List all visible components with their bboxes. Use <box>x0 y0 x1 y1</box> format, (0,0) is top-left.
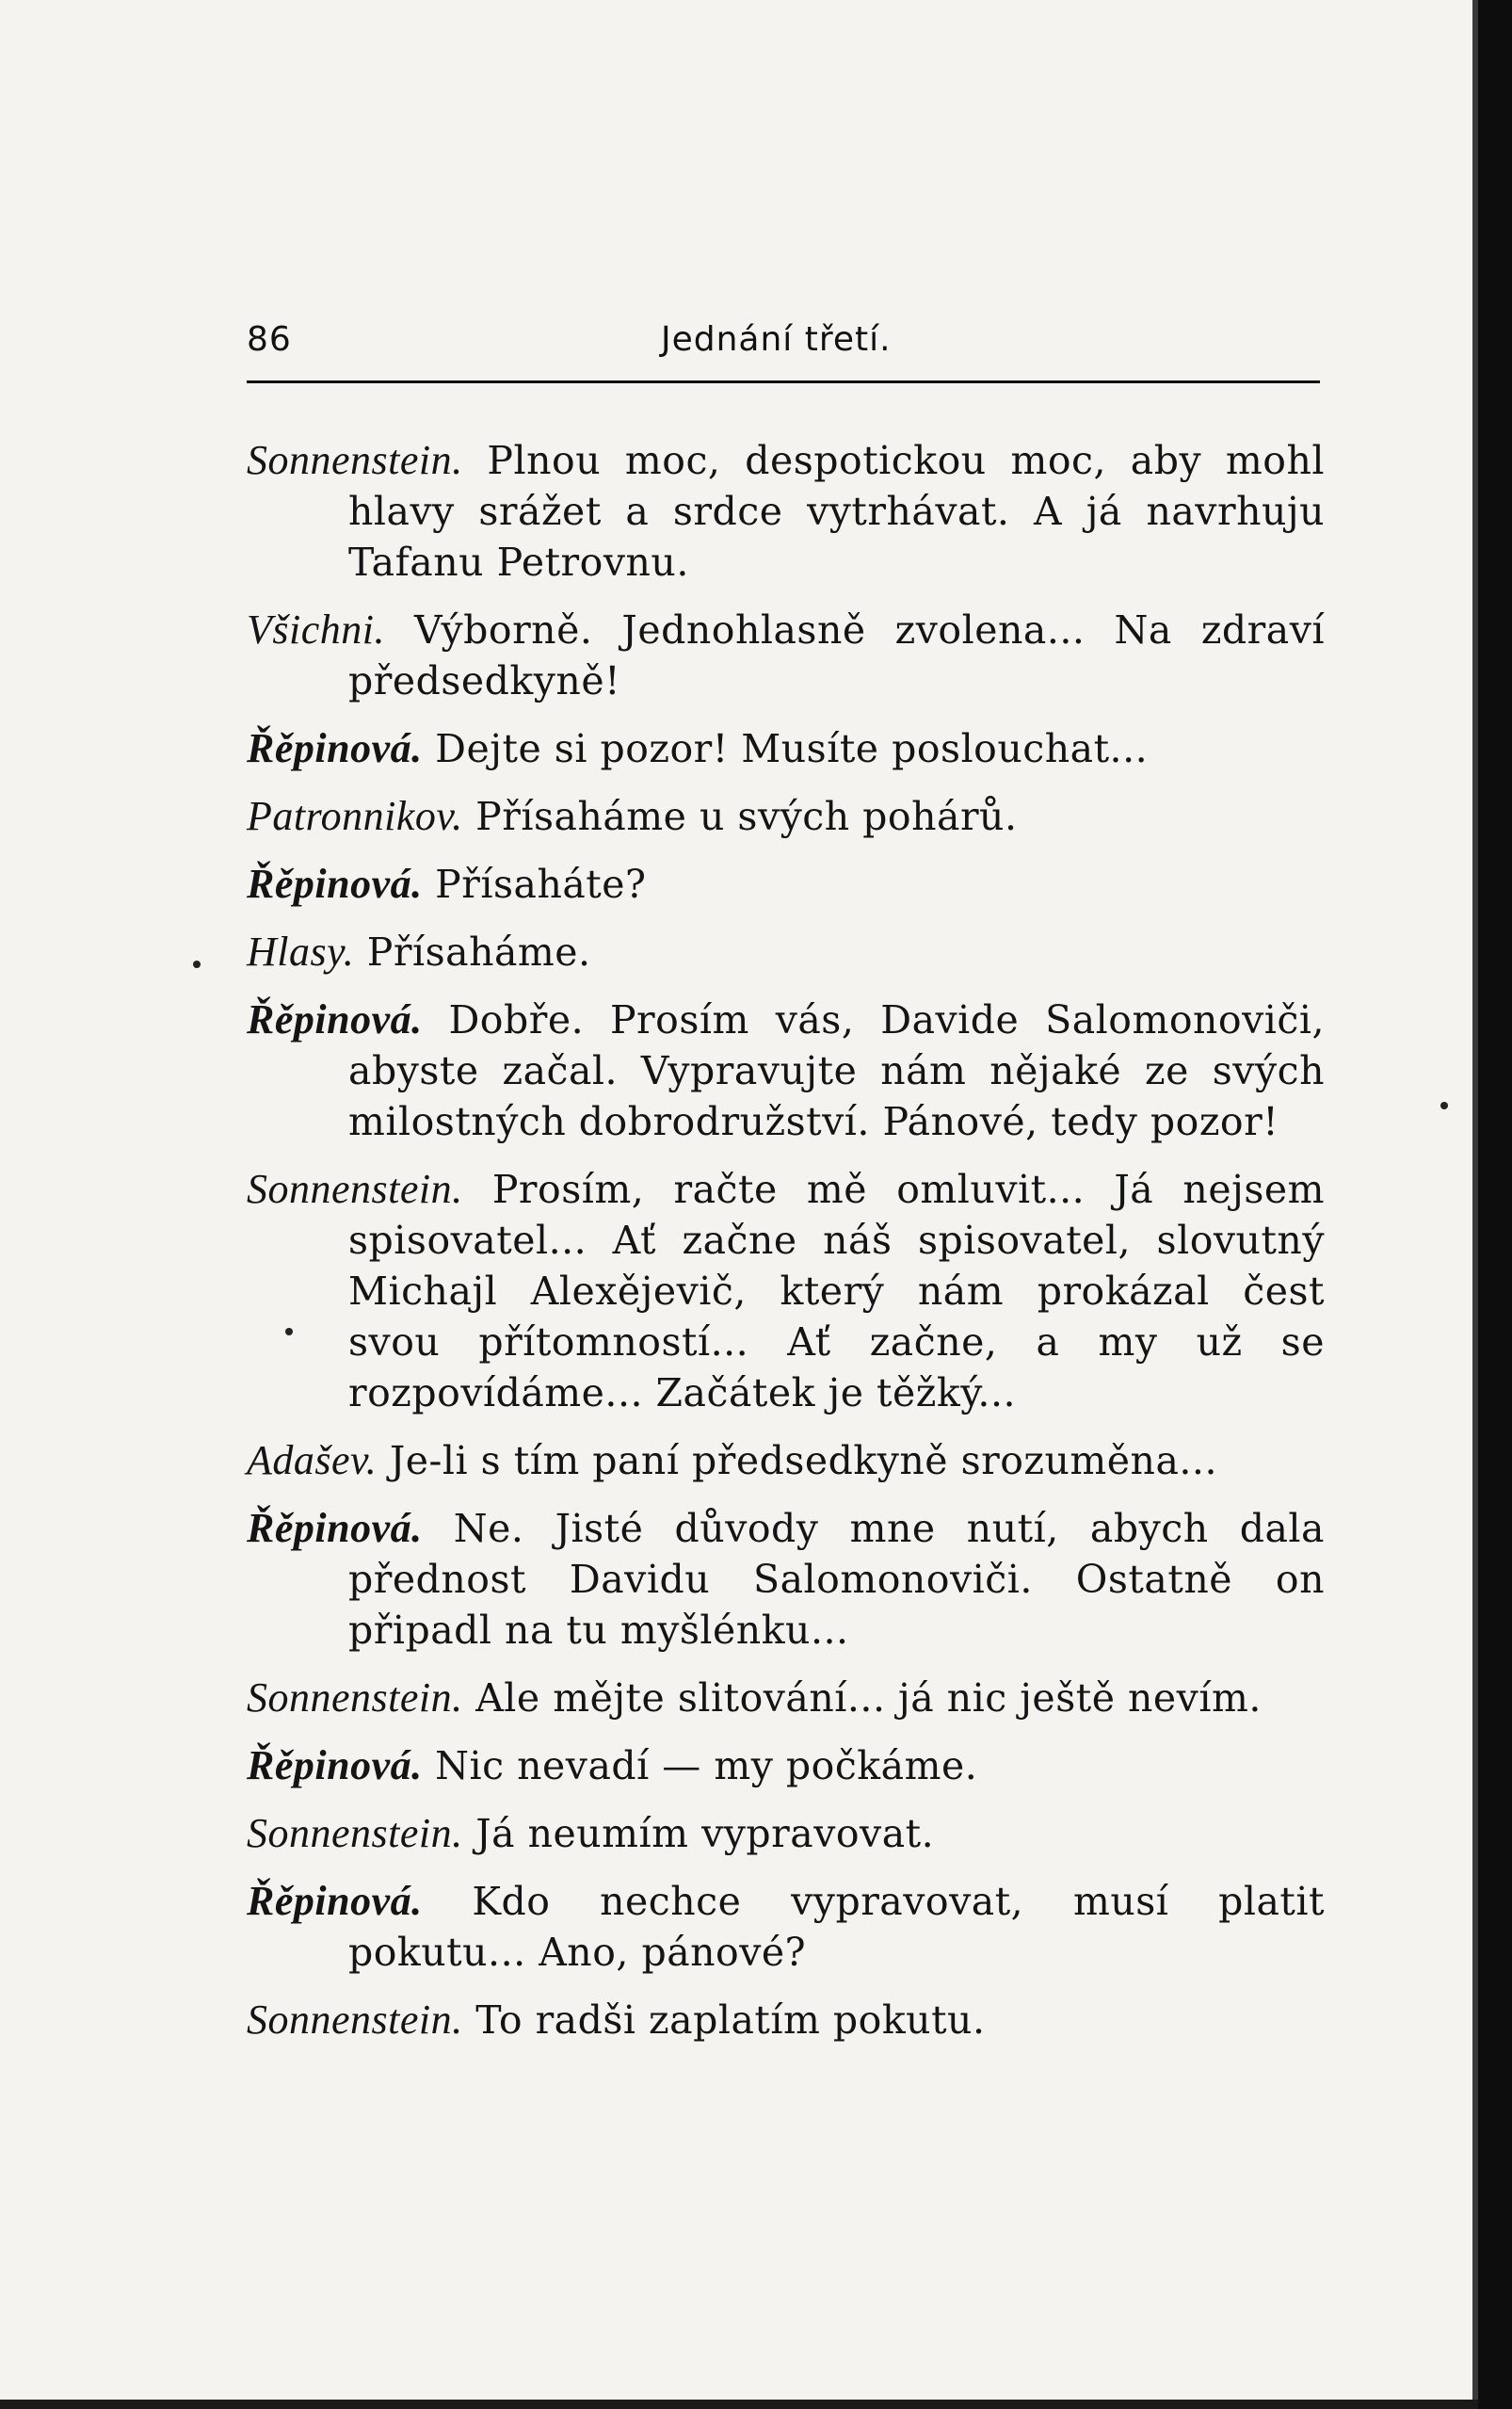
speech-text: To radši zaplatím pokutu. <box>475 1997 986 2043</box>
ink-speck <box>1440 1102 1448 1109</box>
speaker-name: Sonnenstein. <box>247 1810 463 1856</box>
speaker-name: Sonnenstein. <box>247 1997 463 2043</box>
speaker-name: Hlasy. <box>247 929 355 975</box>
page-number: 86 <box>247 320 292 359</box>
speaker-name: Sonnenstein. <box>247 1674 463 1721</box>
page-header <box>247 320 1320 377</box>
speaker-name: Sonnenstein. <box>247 437 463 483</box>
speech-text: Ale mějte slitování... já nic ještě nevím. <box>475 1675 1262 1721</box>
header-rule <box>247 380 1320 383</box>
speech-7 <box>247 994 1325 1147</box>
speech-14 <box>247 1876 1325 1978</box>
speech-13 <box>247 1808 1325 1859</box>
speech-text: Nic nevadí — my počkáme. <box>435 1743 978 1788</box>
speech-8 <box>247 1164 1325 1418</box>
speaker-name: Sonnenstein. <box>247 1166 463 1212</box>
speech-5 <box>247 859 1325 910</box>
speech-text: Dobře. Prosím vás, Davide Salomonoviči, abyste začal. Vypravujte nám nějaké ze svých milostných dobrodružství. Pánové, tedy pozor! <box>348 997 1325 1144</box>
speech-6 <box>247 927 1325 978</box>
speaker-name: Adašev. <box>247 1437 378 1483</box>
speaker-name: Řěpinová. <box>247 861 423 907</box>
scan-edge <box>1478 0 1512 2409</box>
speaker-name: Řěpinová. <box>247 1878 423 1924</box>
speech-4 <box>247 791 1325 842</box>
speech-text: Kdo nechce vypravovat, musí platit pokutu... Ano, pánové? <box>348 1879 1325 1975</box>
speech-text: Výborně. Jednohlasně zvolena... Na zdraví předsedkyně! <box>348 607 1325 703</box>
dialogue-text <box>247 435 1325 2062</box>
ink-speck <box>285 1328 293 1335</box>
speaker-name: Řěpinová. <box>247 725 423 771</box>
speech-text: Přísaháme u svých pohárů. <box>475 794 1018 839</box>
speech-text: Přísaháme. <box>366 930 591 975</box>
running-title: Jednání třetí. <box>661 320 892 359</box>
speech-text: Prosím, račte mě omluvit... Já nejsem spisovatel... Ať začne náš spisovatel, slovutný Michajl Alexějevič, který nám prokázal čest svou přítomností... Ať začne, a my už se rozpovídáme... Začátek je těžký... <box>348 1167 1325 1415</box>
speech-11 <box>247 1673 1325 1723</box>
speech-10 <box>247 1503 1325 1656</box>
speech-1 <box>247 435 1325 588</box>
speech-3 <box>247 723 1325 774</box>
speaker-name: Všichni. <box>247 606 385 653</box>
speech-text: Plnou moc, despotickou moc, aby mohl hlavy srážet a srdce vytrhávat. A já navrhuju Tafanu Petrovnu. <box>348 438 1325 585</box>
speech-12 <box>247 1740 1325 1791</box>
speaker-name: Patronnikov. <box>247 793 463 839</box>
speech-text: Ne. Jisté důvody mne nutí, abych dala přednost Davidu Salomonoviči. Ostatně on připadl na tu myšlénku... <box>348 1506 1325 1653</box>
speech-text: Je-li s tím paní předsedkyně srozuměna... <box>389 1438 1218 1483</box>
speaker-name: Řěpinová. <box>247 1505 423 1551</box>
speech-15 <box>247 1995 1325 2045</box>
speaker-name: Řěpinová. <box>247 1742 423 1788</box>
speech-text: Dejte si pozor! Musíte poslouchat... <box>435 726 1149 771</box>
speech-9 <box>247 1435 1325 1486</box>
speech-text: Přísaháte? <box>435 862 647 907</box>
ink-speck <box>193 961 201 968</box>
speaker-name: Řěpinová. <box>247 996 423 1043</box>
speech-2 <box>247 605 1325 706</box>
speech-text: Já neumím vypravovat. <box>475 1811 935 1856</box>
